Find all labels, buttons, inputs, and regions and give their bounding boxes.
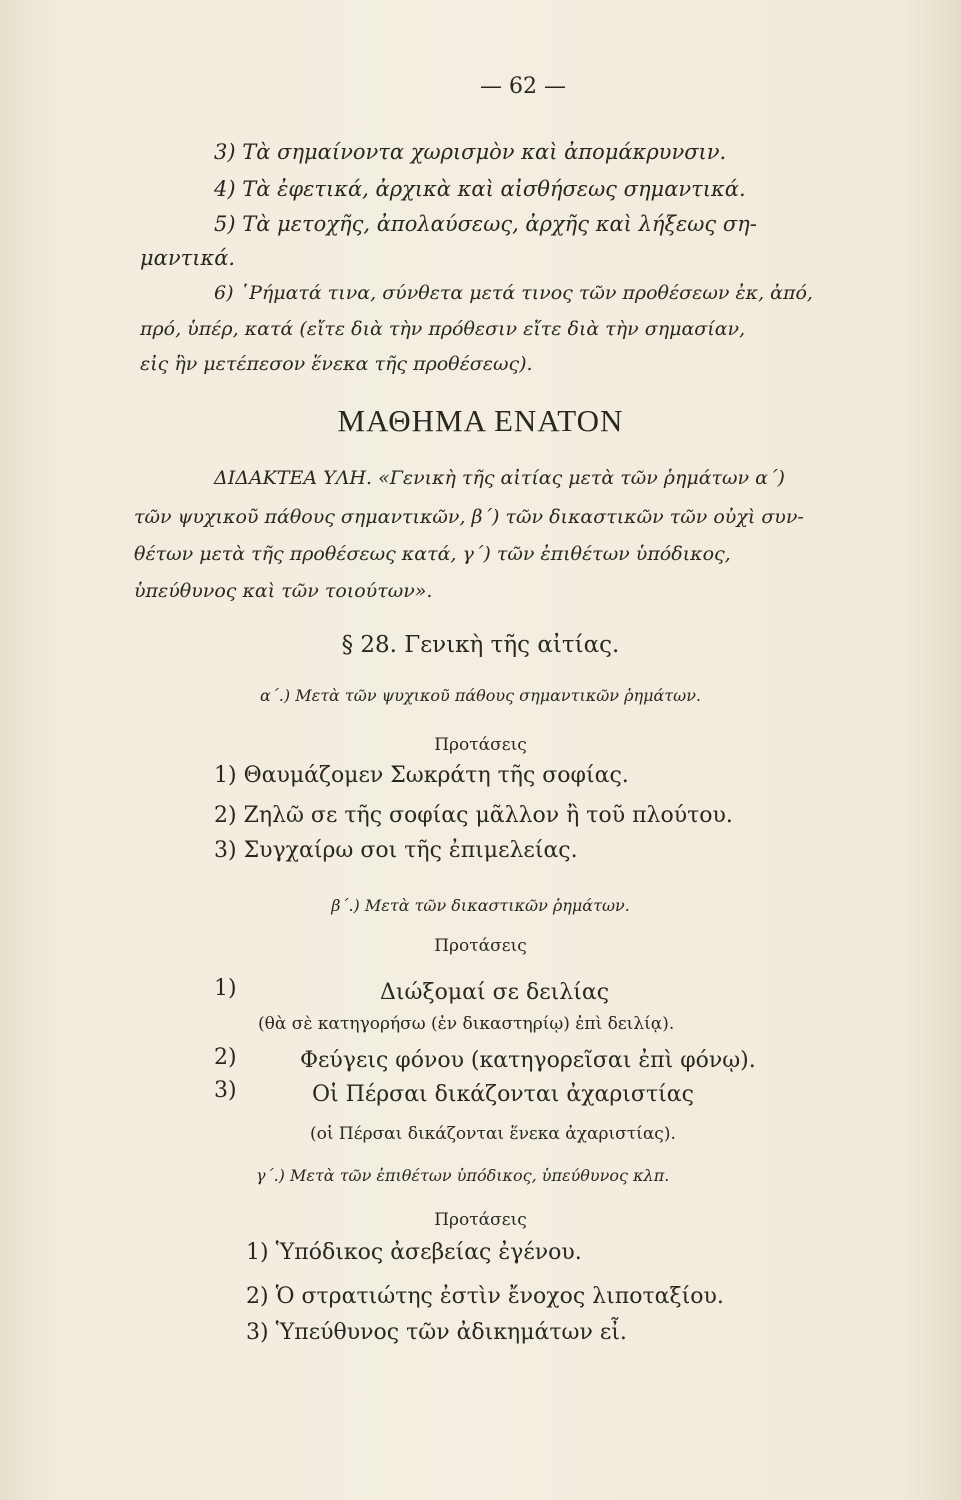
part-b-sentence-3-text: Οἱ Πέρσαι δικάζονται ἀχαριστίας xyxy=(312,1082,694,1107)
list-item-number: 6) xyxy=(214,282,234,304)
part-b-sentence-1-text: Διώξομαί σε δειλίας xyxy=(380,980,610,1005)
sentence-text: Ὑπεύθυνος τῶν ἀδικημάτων εἶ. xyxy=(275,1320,627,1345)
list-item-5-cont xyxy=(140,246,235,270)
sentence-text: Ζηλῶ σε τῆς σοφίας μᾶλλον ἢ τοῦ πλούτου. xyxy=(243,803,733,828)
part-b-sentence-3-number: 3) xyxy=(214,1078,237,1103)
list-item-6 xyxy=(214,282,813,304)
list-item-text: Τὰ μετοχῆς, ἀπολαύσεως, ἀρχῆς καὶ λήξεως ση- xyxy=(242,212,757,236)
part-a-sentence-2 xyxy=(214,803,733,828)
part-b-subtitle: β΄.) Μετὰ τῶν δικαστικῶν ῥημάτων. xyxy=(331,896,630,915)
list-item-6-cont-1 xyxy=(140,318,745,340)
list-item-3 xyxy=(214,140,726,164)
part-c-heading: Προτάσεις xyxy=(434,1210,527,1230)
sentence-number: 1) xyxy=(246,1240,269,1265)
lesson-title: ΜΑΘΗΜΑ ΕΝΑΤΟΝ xyxy=(337,403,624,438)
page-number: — 62 — xyxy=(480,74,566,99)
part-a-sentence-3 xyxy=(214,838,578,863)
part-a-sentence-1 xyxy=(214,763,629,788)
list-item-4 xyxy=(214,177,746,201)
intro-line-3: θέτων μετὰ τῆς προθέσεως κατά, γ΄) τῶν ἐπιθέτων ὑπόδικος, xyxy=(134,543,731,565)
list-item-text: εἰς ἣν μετέπεσον ἕνεκα τῆς προθέσεως). xyxy=(140,353,533,375)
part-b-sentence-2-text: Φεύγεις φόνου (κατηγορεῖσαι ἐπὶ φόνῳ). xyxy=(300,1048,756,1073)
part-b-heading: Προτάσεις xyxy=(434,936,527,956)
list-item-number: 5) xyxy=(214,212,236,236)
intro-line-1: ΔΙΔΑΚΤΕΑ ΥΛΗ. «Γενικὴ τῆς αἰτίας μετὰ τῶν ῥημάτων α΄) xyxy=(214,467,785,489)
list-item-6-cont-2 xyxy=(140,353,533,375)
sentence-number: 1) xyxy=(214,763,237,788)
part-b-sentence-1-number: 1) xyxy=(214,976,237,1001)
sentence-text: Συγχαίρω σοι τῆς ἐπιμελείας. xyxy=(243,838,578,863)
list-item-text: Τὰ σημαίνοντα χωρισμὸν καὶ ἀπομάκρυνσιν. xyxy=(242,140,727,164)
sentence-number: 2) xyxy=(214,803,237,828)
part-b-sentence-1-note: (θὰ σὲ κατηγορήσω (ἐν δικαστηρίῳ) ἐπὶ δειλίᾳ). xyxy=(258,1014,675,1034)
list-item-text: Τὰ ἐφετικά, ἀρχικὰ καὶ αἰσθήσεως σημαντικά. xyxy=(242,177,746,201)
intro-line-2: τῶν ψυχικοῦ πάθους σημαντικῶν, β΄) τῶν δικαστικῶν τῶν οὐχὶ συν- xyxy=(134,506,804,528)
list-item-text: μαντικά. xyxy=(140,246,236,270)
list-item-5 xyxy=(214,212,757,236)
sentence-number: 3) xyxy=(214,838,237,863)
sentence-text: Ὑπόδικος ἀσεβείας ἐγένου. xyxy=(275,1240,582,1265)
section-title: § 28. Γενικὴ τῆς αἰτίας. xyxy=(341,632,620,658)
sentence-number: 2) xyxy=(246,1284,269,1309)
part-c-sentence-3 xyxy=(246,1320,627,1345)
intro-line-4: ὑπεύθυνος καὶ τῶν τοιούτων». xyxy=(134,580,433,602)
part-c-subtitle: γ΄.) Μετὰ τῶν ἐπιθέτων ὑπόδικος, ὑπεύθυνος κλπ. xyxy=(256,1166,670,1185)
list-item-number: 3) xyxy=(214,140,236,164)
part-a-heading: Προτάσεις xyxy=(434,735,527,755)
sentence-text: Θαυμάζομεν Σωκράτη τῆς σοφίας. xyxy=(243,763,629,788)
part-c-sentence-2 xyxy=(246,1284,724,1309)
list-item-text: ῾Ρήματά τινα, σύνθετα μετά τινος τῶν προθέσεων ἐκ, ἀπό, xyxy=(239,282,813,304)
list-item-text: πρό, ὑπέρ, κατά (εἴτε διὰ τὴν πρόθεσιν εἴτε διὰ τὴν σημασίαν, xyxy=(140,318,746,340)
part-a-subtitle: α΄.) Μετὰ τῶν ψυχικοῦ πάθους σημαντικῶν ῥημάτων. xyxy=(260,686,701,705)
sentence-number: 3) xyxy=(246,1320,269,1345)
part-b-sentence-3-note: (οἱ Πέρσαι δικάζονται ἕνεκα ἀχαριστίας). xyxy=(310,1124,676,1144)
list-item-number: 4) xyxy=(214,177,236,201)
sentence-text: Ὁ στρατιώτης ἐστὶν ἔνοχος λιποταξίου. xyxy=(275,1284,724,1309)
part-c-sentence-1 xyxy=(246,1240,582,1265)
part-b-sentence-2-number: 2) xyxy=(214,1045,237,1070)
